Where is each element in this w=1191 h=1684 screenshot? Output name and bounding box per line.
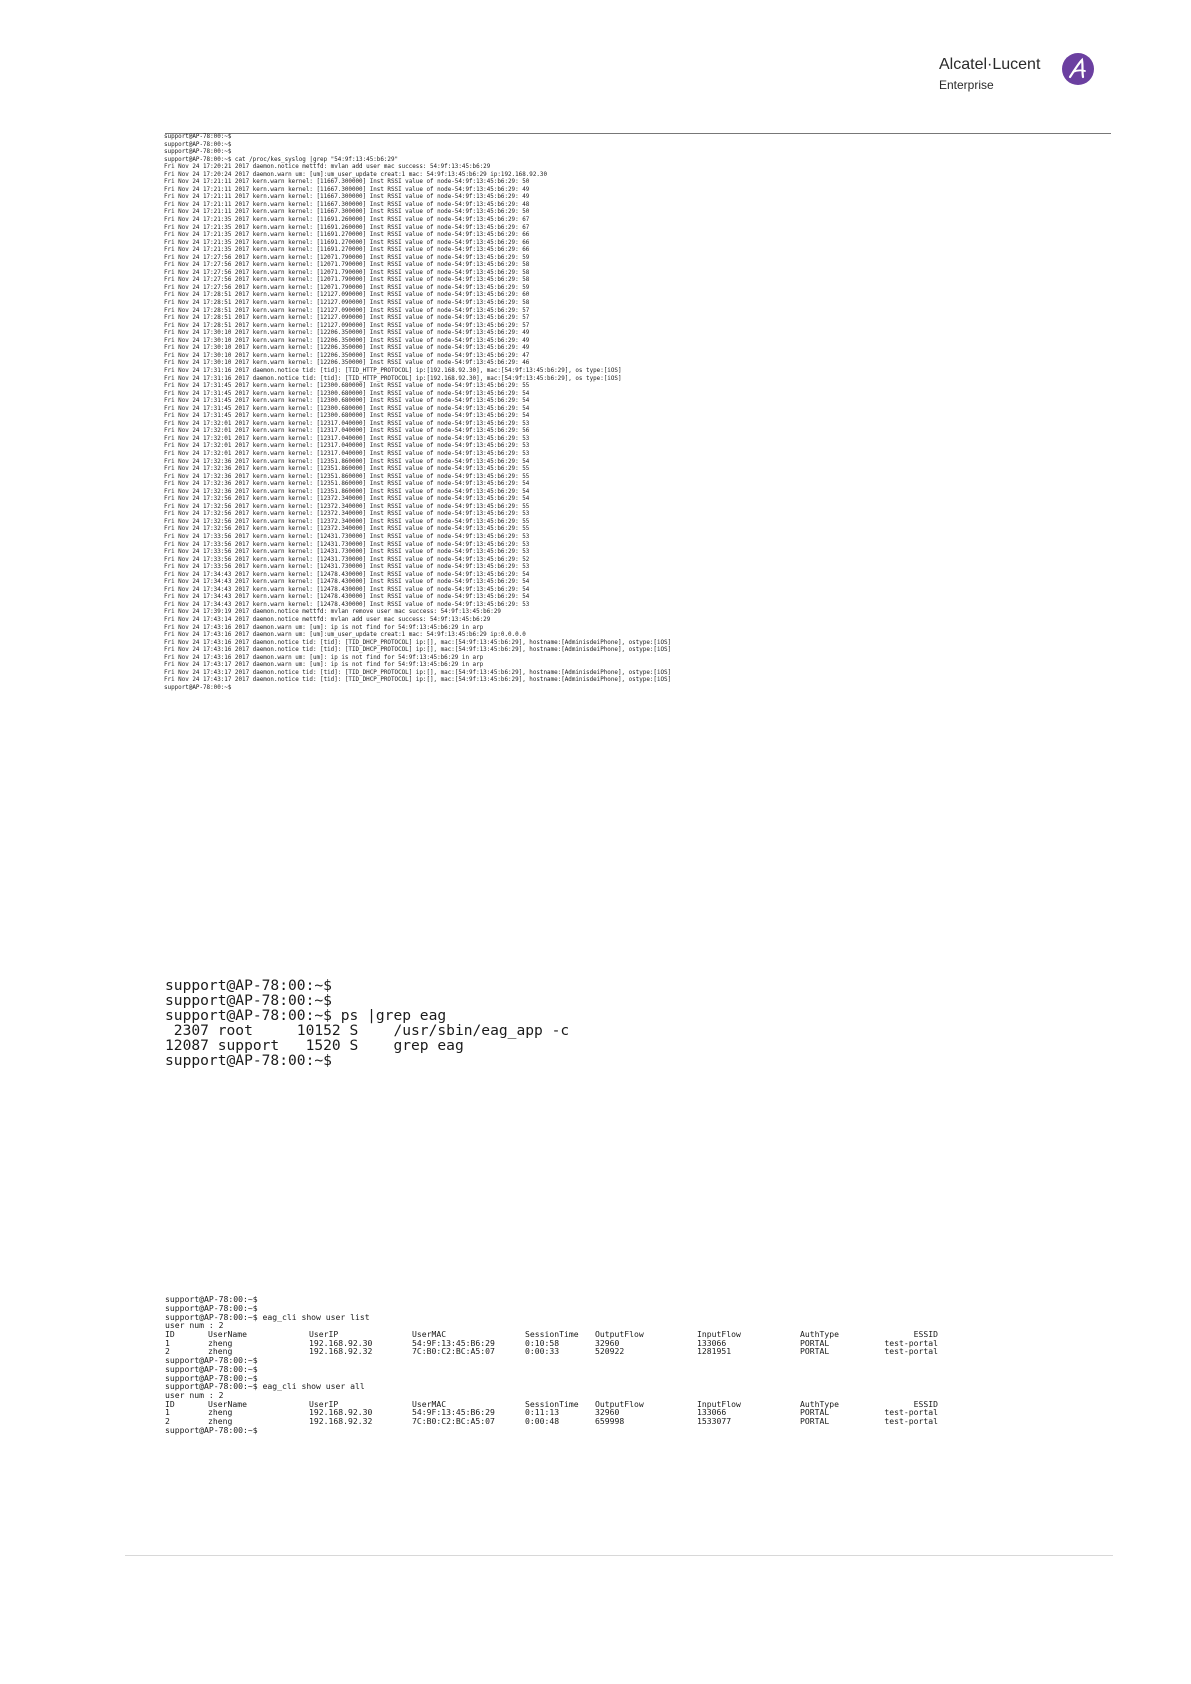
cell-sess: SessionTime <box>525 1329 579 1340</box>
prompt-line: support@AP-78:00:~$ <box>165 1303 258 1313</box>
cell-ip: 192.168.92.30 <box>309 1337 373 1348</box>
syslog-line: Fri Nov 24 17:21:35 2017 kern.warn kernel: [11691.270000] Inst RSSI value of node-54:9f:13:45:b6:29: 66 <box>164 232 530 239</box>
prompt-line: support@AP-78:00:~$ <box>165 1372 258 1383</box>
brand-name: Alcatel·Lucent <box>939 56 1041 73</box>
syslog-line: Fri Nov 24 17:30:10 2017 kern.warn kernel: [12206.350000] Inst RSSI value of node-54:9f:13:45:b6:29: 49 <box>164 330 530 337</box>
prompt-line: user num : 2 <box>165 1389 224 1400</box>
prompt-line: support@AP-78:00:~$ <box>165 1424 258 1435</box>
brand-logo <box>939 52 1099 96</box>
ps-line: 2307 root 10152 S /usr/sbin/eag_app -c <box>165 1022 570 1039</box>
syslog-line: Fri Nov 24 17:43:16 2017 daemon.notice tid: [tid]: [TID_DHCP_PROTOCOL] ip:[], mac:[54:9f:13:45:b6:29], hostname:[AdminisdeiPhone], ostype:[iOS] <box>164 647 672 654</box>
syslog-line: Fri Nov 24 17:20:24 2017 daemon.warn um: [um]:um_user_update creat:1 mac: 54:9f:13:45:b6:29 ip:192.168.92.30 <box>164 171 548 178</box>
cell-user: zheng <box>208 1346 233 1357</box>
cell-auth: PORTAL <box>800 1415 830 1426</box>
syslog-line: Fri Nov 24 17:31:45 2017 kern.warn kernel: [12300.680000] Inst RSSI value of node-54:9f:13:45:b6:29: 54 <box>164 398 530 405</box>
terminal-cut-text: support@AP-78:00:~$ <box>165 1294 258 1304</box>
syslog-line: Fri Nov 24 17:30:10 2017 kern.warn kernel: [12206.350000] Inst RSSI value of node-54:9f:13:45:b6:29: 49 <box>164 345 530 352</box>
cell-user: UserName <box>208 1329 247 1340</box>
cell-mac: 7C:B0:C2:BC:A5:07 <box>412 1346 495 1357</box>
syslog-line: Fri Nov 24 17:43:14 2017 daemon.notice mettfd: mvlan add user mac success: 54:9f:13:45:b6:29 <box>164 617 491 623</box>
cell-in: InputFlow <box>697 1398 741 1409</box>
syslog-line: Fri Nov 24 17:20:21 2017 daemon.notice mettfd: mvlan add user mac success: 54:9f:13:45:b6:29 <box>164 164 491 171</box>
cell-user: zheng <box>208 1407 233 1418</box>
cell-out: 32960 <box>595 1337 620 1348</box>
ps-line: support@AP-78:00:~$ <box>165 992 332 1009</box>
syslog-line: Fri Nov 24 17:33:56 2017 kern.warn kernel: [12431.730000] Inst RSSI value of node-54:9f:13:45:b6:29: 53 <box>164 541 530 548</box>
cell-in: 1281951 <box>697 1346 732 1357</box>
syslog-line: Fri Nov 24 17:31:45 2017 kern.warn kernel: [12300.680000] Inst RSSI value of node-54:9f:13:45:b6:29: 55 <box>164 383 530 390</box>
syslog-line: Fri Nov 24 17:31:45 2017 kern.warn kernel: [12300.680000] Inst RSSI value of node-54:9f:13:45:b6:29: 54 <box>164 390 530 397</box>
syslog-line: Fri Nov 24 17:34:43 2017 kern.warn kernel: [12478.430000] Inst RSSI value of node-54:9f:13:45:b6:29: 54 <box>164 571 530 578</box>
syslog-line: Fri Nov 24 17:32:01 2017 kern.warn kernel: [12317.040000] Inst RSSI value of node-54:9f:13:45:b6:29: 53 <box>164 420 530 427</box>
cell-essid: test-portal <box>884 1415 938 1426</box>
syslog-line: Fri Nov 24 17:43:16 2017 daemon.warn um: [um]: ip is not find for 54:9f:13:45:b6:29 in arp <box>164 654 484 661</box>
syslog-line: Fri Nov 24 17:32:36 2017 kern.warn kernel: [12351.860000] Inst RSSI value of node-54:9f:13:45:b6:29: 54 <box>164 481 530 488</box>
cell-essid: ESSID <box>913 1398 938 1409</box>
table-row <box>165 1347 940 1356</box>
prompt-line: support@AP-78:00:~$ <box>165 1355 258 1366</box>
cell-auth: PORTAL <box>800 1337 830 1348</box>
syslog-line: Fri Nov 24 17:21:11 2017 kern.warn kernel: [11667.300000] Inst RSSI value of node-54:9f:13:45:b6:29: 50 <box>164 209 530 216</box>
syslog-line: Fri Nov 24 17:32:01 2017 kern.warn kernel: [12317.040000] Inst RSSI value of node-54:9f:13:45:b6:29: 53 <box>164 443 530 450</box>
syslog-line: Fri Nov 24 17:30:10 2017 kern.warn kernel: [12206.350000] Inst RSSI value of node-54:9f:13:45:b6:29: 47 <box>164 352 530 359</box>
syslog-line: Fri Nov 24 17:30:10 2017 kern.warn kernel: [12206.350000] Inst RSSI value of node-54:9f:13:45:b6:29: 46 <box>164 360 530 367</box>
syslog-line: Fri Nov 24 17:34:43 2017 kern.warn kernel: [12478.430000] Inst RSSI value of node-54:9f:13:45:b6:29: 54 <box>164 586 530 593</box>
cell-in: 133066 <box>697 1337 727 1348</box>
cell-out: 32960 <box>595 1407 620 1418</box>
cell-mac: 7C:B0:C2:BC:A5:07 <box>412 1415 495 1426</box>
cell-ip: 192.168.92.32 <box>309 1415 373 1426</box>
syslog-line: Fri Nov 24 17:43:16 2017 daemon.notice tid: [tid]: [TID_DHCP_PROTOCOL] ip:[], mac:[54:9f:13:45:b6:29], hostname:[AdminisdeiPhone], ostype:[iOS] <box>164 639 672 646</box>
syslog-line: Fri Nov 24 17:32:36 2017 kern.warn kernel: [12351.860000] Inst RSSI value of node-54:9f:13:45:b6:29: 55 <box>164 473 530 480</box>
cell-essid: ESSID <box>913 1329 938 1340</box>
syslog-line: Fri Nov 24 17:32:01 2017 kern.warn kernel: [12317.040000] Inst RSSI value of node-54:9f:13:45:b6:29: 56 <box>164 428 530 435</box>
syslog-line: Fri Nov 24 17:21:35 2017 kern.warn kernel: [11691.260000] Inst RSSI value of node-54:9f:13:45:b6:29: 67 <box>164 224 530 231</box>
table-row <box>165 1417 940 1426</box>
syslog-line: Fri Nov 24 17:43:17 2017 daemon.notice tid: [tid]: [TID_DHCP_PROTOCOL] ip:[], mac:[54:9f:13:45:b6:29], hostname:[AdminisdeiPhone], ostype:[iOS] <box>164 669 672 676</box>
syslog-line: support@AP-78:00:~$ <box>164 141 232 148</box>
cell-id: 1 <box>165 1407 170 1418</box>
syslog-line: Fri Nov 24 17:21:35 2017 kern.warn kernel: [11691.260000] Inst RSSI value of node-54:9f:13:45:b6:29: 67 <box>164 217 530 224</box>
syslog-line: Fri Nov 24 17:32:56 2017 kern.warn kernel: [12372.340000] Inst RSSI value of node-54:9f:13:45:b6:29: 53 <box>164 511 530 518</box>
footer-divider <box>125 1555 1113 1556</box>
prompt-line: support@AP-78:00:~$ eag_cli show user list <box>165 1311 370 1322</box>
cell-sess: 0:10:58 <box>525 1337 560 1348</box>
ps-grep-terminal <box>165 977 605 1069</box>
cell-sess: 0:11:13 <box>525 1407 560 1418</box>
syslog-line: Fri Nov 24 17:21:35 2017 kern.warn kernel: [11691.270000] Inst RSSI value of node-54:9f:13:45:b6:29: 66 <box>164 239 530 246</box>
cell-out: OutputFlow <box>595 1329 644 1340</box>
syslog-terminal <box>164 134 724 697</box>
syslog-line: Fri Nov 24 17:21:11 2017 kern.warn kernel: [11667.300000] Inst RSSI value of node-54:9f:13:45:b6:29: 49 <box>164 194 530 201</box>
cell-out: 659998 <box>595 1415 625 1426</box>
syslog-line: Fri Nov 24 17:43:17 2017 daemon.warn um: [um]: ip is not find for 54:9f:13:45:b6:29 in arp <box>164 662 484 669</box>
syslog-line: Fri Nov 24 17:31:45 2017 kern.warn kernel: [12300.680000] Inst RSSI value of node-54:9f:13:45:b6:29: 54 <box>164 405 530 412</box>
prompt-line: support@AP-78:00:~$ eag_cli show user all <box>165 1381 365 1392</box>
cell-user: zheng <box>208 1337 233 1348</box>
syslog-line: Fri Nov 24 17:21:11 2017 kern.warn kernel: [11667.300000] Inst RSSI value of node-54:9f:13:45:b6:29: 50 <box>164 179 530 186</box>
ps-line: 12087 support 1520 S grep eag <box>165 1037 464 1054</box>
syslog-line: support@AP-78:00:~$ <box>164 149 232 156</box>
cell-mac: UserMAC <box>412 1398 447 1409</box>
syslog-line: Fri Nov 24 17:27:56 2017 kern.warn kernel: [12071.790000] Inst RSSI value of node-54:9f:13:45:b6:29: 58 <box>164 277 530 284</box>
syslog-line: Fri Nov 24 17:31:16 2017 daemon.notice tid: [tid]: [TID_HTTP_PROTOCOL] ip:[192.168.92.30], mac:[54:9f:13:45:b6:29], os type:[iOS] <box>164 375 622 382</box>
cell-user: zheng <box>208 1415 233 1426</box>
syslog-line: Fri Nov 24 17:32:36 2017 kern.warn kernel: [12351.860000] Inst RSSI value of node-54:9f:13:45:b6:29: 54 <box>164 488 530 495</box>
brand-sub: Enterprise <box>939 78 994 92</box>
cell-sess: 0:00:33 <box>525 1346 560 1357</box>
prompt-line: user num : 2 <box>165 1320 224 1331</box>
syslog-line: Fri Nov 24 17:43:17 2017 daemon.notice tid: [tid]: [TID_DHCP_PROTOCOL] ip:[], mac:[54:9f:13:45:b6:29], hostname:[AdminisdeiPhone], ostype:[iOS] <box>164 677 672 684</box>
cell-essid: test-portal <box>884 1337 938 1348</box>
syslog-line: Fri Nov 24 17:32:56 2017 kern.warn kernel: [12372.340000] Inst RSSI value of node-54:9f:13:45:b6:29: 55 <box>164 518 530 525</box>
syslog-line: Fri Nov 24 17:34:43 2017 kern.warn kernel: [12478.430000] Inst RSSI value of node-54:9f:13:45:b6:29: 54 <box>164 594 530 601</box>
cell-in: 1533077 <box>697 1415 732 1426</box>
syslog-line: Fri Nov 24 17:28:51 2017 kern.warn kernel: [12127.090000] Inst RSSI value of node-54:9f:13:45:b6:29: 57 <box>164 322 530 329</box>
syslog-line: Fri Nov 24 17:34:43 2017 kern.warn kernel: [12478.430000] Inst RSSI value of node-54:9f:13:45:b6:29: 54 <box>164 579 530 586</box>
syslog-line: Fri Nov 24 17:32:56 2017 kern.warn kernel: [12372.340000] Inst RSSI value of node-54:9f:13:45:b6:29: 55 <box>164 526 530 533</box>
cell-out: OutputFlow <box>595 1398 644 1409</box>
syslog-line: Fri Nov 24 17:27:56 2017 kern.warn kernel: [12071.790000] Inst RSSI value of node-54:9f:13:45:b6:29: 58 <box>164 262 530 269</box>
alcatel-lucent-logo-icon <box>1061 52 1095 86</box>
cell-mac: UserMAC <box>412 1329 447 1340</box>
syslog-line: Fri Nov 24 17:32:56 2017 kern.warn kernel: [12372.340000] Inst RSSI value of node-54:9f:13:45:b6:29: 55 <box>164 503 530 510</box>
syslog-line: Fri Nov 24 17:32:36 2017 kern.warn kernel: [12351.860000] Inst RSSI value of node-54:9f:13:45:b6:29: 54 <box>164 458 530 465</box>
cell-ip: 192.168.92.32 <box>309 1346 373 1357</box>
eag-cli-terminal <box>165 1294 940 1438</box>
cell-mac: 54:9F:13:45:B6:29 <box>412 1337 495 1348</box>
cell-mac: 54:9F:13:45:B6:29 <box>412 1407 495 1418</box>
syslog-line: Fri Nov 24 17:32:01 2017 kern.warn kernel: [12317.040000] Inst RSSI value of node-54:9f:13:45:b6:29: 53 <box>164 450 530 457</box>
cell-id: 2 <box>165 1346 170 1357</box>
syslog-line: Fri Nov 24 17:33:56 2017 kern.warn kernel: [12431.730000] Inst RSSI value of node-54:9f:13:45:b6:29: 53 <box>164 533 530 540</box>
syslog-line: Fri Nov 24 17:27:56 2017 kern.warn kernel: [12071.790000] Inst RSSI value of node-54:9f:13:45:b6:29: 58 <box>164 269 530 276</box>
cell-ip: UserIP <box>309 1329 339 1340</box>
syslog-line: Fri Nov 24 17:21:35 2017 kern.warn kernel: [11691.270000] Inst RSSI value of node-54:9f:13:45:b6:29: 66 <box>164 247 530 254</box>
syslog-line: Fri Nov 24 17:31:45 2017 kern.warn kernel: [12300.680000] Inst RSSI value of node-54:9f:13:45:b6:29: 54 <box>164 413 530 420</box>
cell-in: 133066 <box>697 1407 727 1418</box>
terminal-cut-line: support@AP-78:00:~$ <box>165 977 332 994</box>
syslog-line: Fri Nov 24 17:28:51 2017 kern.warn kernel: [12127.090000] Inst RSSI value of node-54:9f:13:45:b6:29: 57 <box>164 315 530 322</box>
cell-id: ID <box>165 1329 175 1340</box>
prompt-line: support@AP-78:00:~$ <box>165 1363 258 1374</box>
syslog-line: Fri Nov 24 17:43:16 2017 daemon.warn um: [um]: ip is not find for 54:9f:13:45:b6:29 in arp <box>164 624 484 631</box>
syslog-line: Fri Nov 24 17:33:56 2017 kern.warn kernel: [12431.730000] Inst RSSI value of node-54:9f:13:45:b6:29: 53 <box>164 564 530 571</box>
syslog-line: Fri Nov 24 17:33:56 2017 kern.warn kernel: [12431.730000] Inst RSSI value of node-54:9f:13:45:b6:29: 52 <box>164 556 530 563</box>
syslog-line: Fri Nov 24 17:32:01 2017 kern.warn kernel: [12317.040000] Inst RSSI value of node-54:9f:13:45:b6:29: 53 <box>164 435 530 442</box>
cell-id: 1 <box>165 1337 170 1348</box>
syslog-line: Fri Nov 24 17:27:56 2017 kern.warn kernel: [12071.790000] Inst RSSI value of node-54:9f:13:45:b6:29: 59 <box>164 254 530 261</box>
syslog-line: Fri Nov 24 17:28:51 2017 kern.warn kernel: [12127.090000] Inst RSSI value of node-54:9f:13:45:b6:29: 60 <box>164 292 530 299</box>
cell-auth: AuthType <box>800 1398 839 1409</box>
cell-auth: AuthType <box>800 1329 839 1340</box>
syslog-line: Fri Nov 24 17:28:51 2017 kern.warn kernel: [12127.090000] Inst RSSI value of node-54:9f:13:45:b6:29: 57 <box>164 307 530 314</box>
syslog-line: Fri Nov 24 17:21:11 2017 kern.warn kernel: [11667.300000] Inst RSSI value of node-54:9f:13:45:b6:29: 48 <box>164 201 530 208</box>
syslog-line: support@AP-78:00:~$ <box>164 684 232 691</box>
syslog-line: Fri Nov 24 17:33:56 2017 kern.warn kernel: [12431.730000] Inst RSSI value of node-54:9f:13:45:b6:29: 53 <box>164 549 530 556</box>
syslog-line: Fri Nov 24 17:30:10 2017 kern.warn kernel: [12206.350000] Inst RSSI value of node-54:9f:13:45:b6:29: 49 <box>164 337 530 344</box>
cell-ip: 192.168.92.30 <box>309 1407 373 1418</box>
cell-out: 520922 <box>595 1346 625 1357</box>
cell-auth: PORTAL <box>800 1346 830 1357</box>
cell-essid: test-portal <box>884 1407 938 1418</box>
cell-sess: 0:00:48 <box>525 1415 560 1426</box>
cell-essid: test-portal <box>884 1346 938 1357</box>
cell-in: InputFlow <box>697 1329 741 1340</box>
cell-sess: SessionTime <box>525 1398 579 1409</box>
syslog-line: Fri Nov 24 17:43:16 2017 daemon.warn um: [um]:um_user_update creat:1 mac: 54:9f:13:45:b6:29 ip:0.0.0.0 <box>164 632 526 639</box>
cell-ip: UserIP <box>309 1398 339 1409</box>
syslog-line: Fri Nov 24 17:28:51 2017 kern.warn kernel: [12127.090000] Inst RSSI value of node-54:9f:13:45:b6:29: 58 <box>164 300 530 307</box>
syslog-line: Fri Nov 24 17:32:36 2017 kern.warn kernel: [12351.860000] Inst RSSI value of node-54:9f:13:45:b6:29: 55 <box>164 466 530 473</box>
syslog-line: Fri Nov 24 17:32:56 2017 kern.warn kernel: [12372.340000] Inst RSSI value of node-54:9f:13:45:b6:29: 54 <box>164 496 530 503</box>
cell-id: 2 <box>165 1415 170 1426</box>
syslog-line: Fri Nov 24 17:21:11 2017 kern.warn kernel: [11667.300000] Inst RSSI value of node-54:9f:13:45:b6:29: 49 <box>164 186 530 193</box>
syslog-line: support@AP-78:00:~$ <box>164 134 232 140</box>
ps-line: support@AP-78:00:~$ <box>165 1052 332 1069</box>
syslog-line: Fri Nov 24 17:39:19 2017 daemon.notice mettfd: mvlan remove user mac success: 54:9f:13:45:b6:29 <box>164 609 501 616</box>
syslog-line: Fri Nov 24 17:27:56 2017 kern.warn kernel: [12071.790000] Inst RSSI value of node-54:9f:13:45:b6:29: 59 <box>164 284 530 291</box>
syslog-line: support@AP-78:00:~$ cat /proc/kes_syslog |grep "54:9f:13:45:b6:29" <box>164 156 399 163</box>
cell-id: ID <box>165 1398 175 1409</box>
cell-user: UserName <box>208 1398 247 1409</box>
syslog-line: Fri Nov 24 17:31:16 2017 daemon.notice tid: [tid]: [TID_HTTP_PROTOCOL] ip:[192.168.92.30], mac:[54:9f:13:45:b6:29], os type:[iOS] <box>164 367 622 374</box>
ps-line: support@AP-78:00:~$ ps |grep eag <box>165 1007 447 1024</box>
cell-auth: PORTAL <box>800 1407 830 1418</box>
syslog-line: Fri Nov 24 17:34:43 2017 kern.warn kernel: [12478.430000] Inst RSSI value of node-54:9f:13:45:b6:29: 53 <box>164 601 530 608</box>
